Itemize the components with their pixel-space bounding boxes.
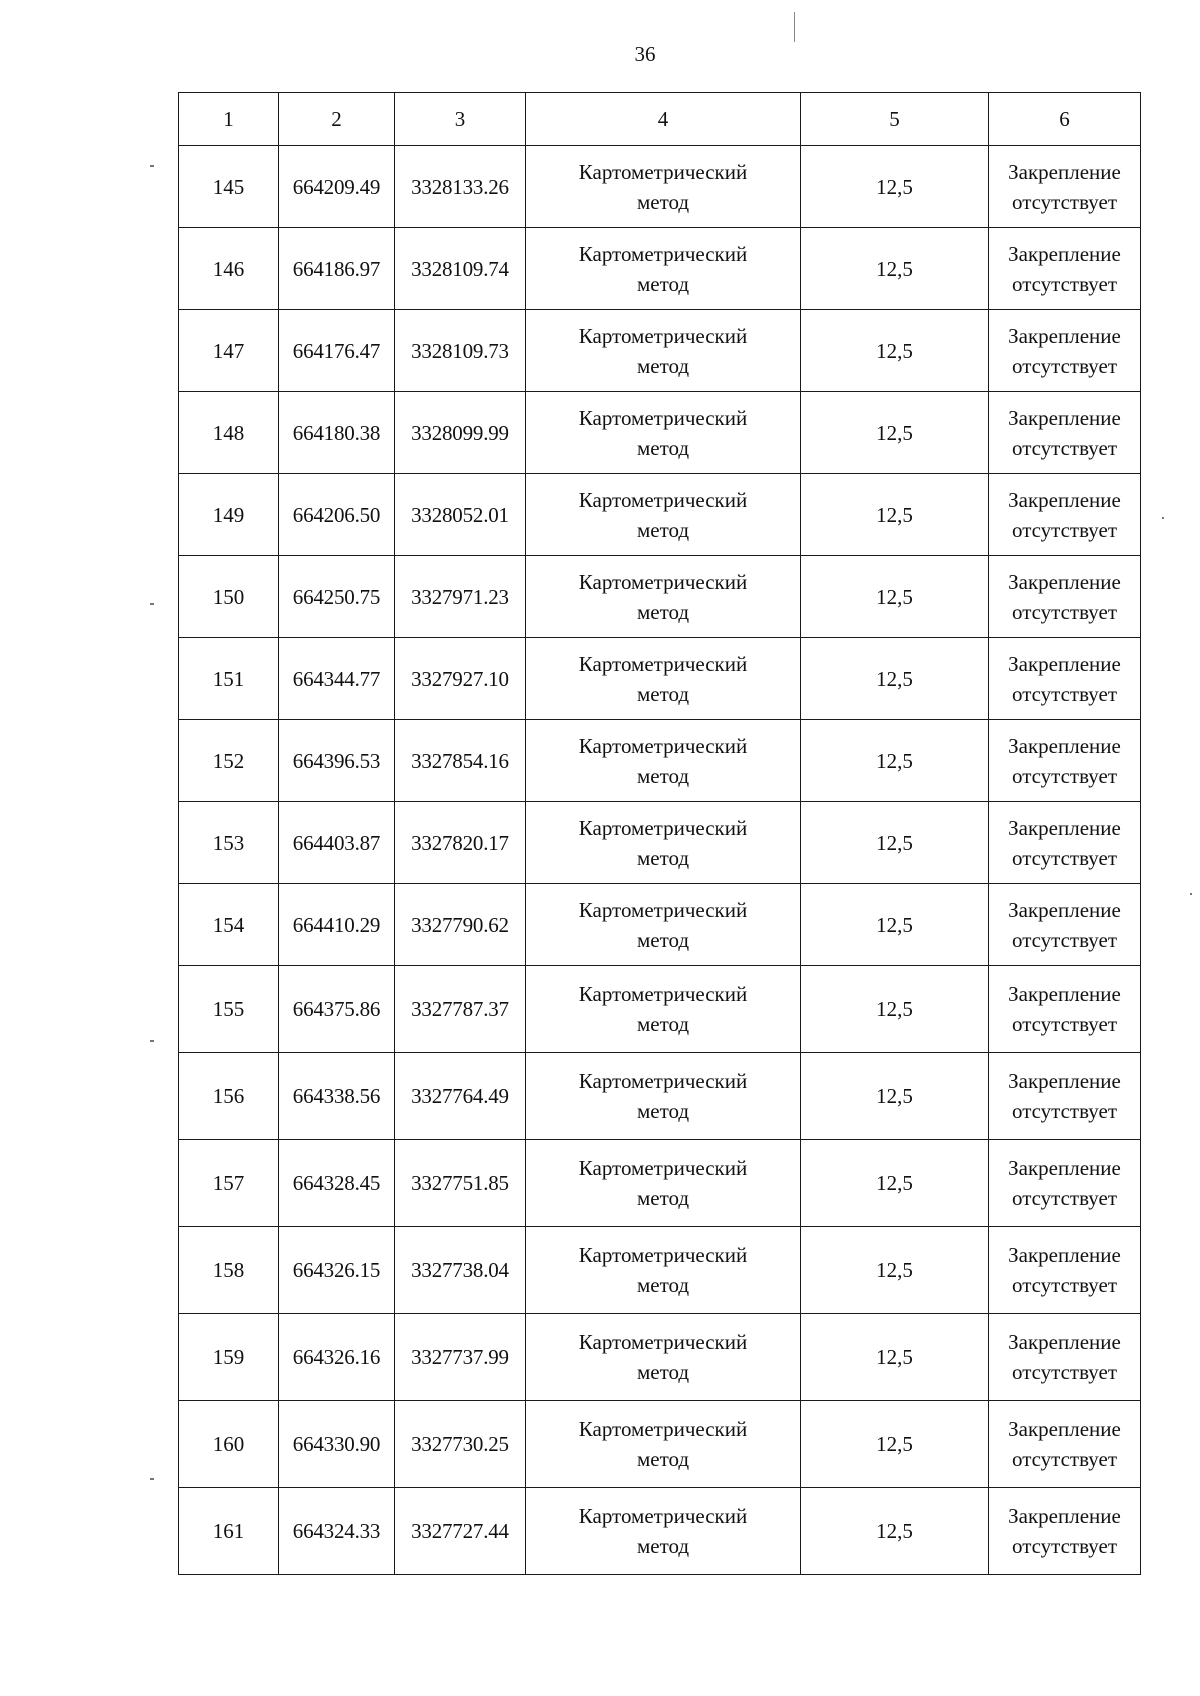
x-coordinate-cell: 664206.50 [279, 474, 395, 556]
method-line-2: метод [636, 271, 690, 296]
point-number-cell: 161 [179, 1488, 279, 1575]
method-cell [526, 1488, 801, 1575]
y-coordinate-cell: 3327764.49 [395, 1053, 526, 1140]
method-cell [526, 1314, 801, 1401]
method-cell [526, 556, 801, 638]
method-line-1: Картометрический [578, 159, 748, 184]
accuracy-cell: 12,5 [801, 474, 989, 556]
x-coordinate-cell: 664410.29 [279, 884, 395, 966]
method-line-2: метод [636, 681, 690, 706]
point-number-cell: 158 [179, 1227, 279, 1314]
method-cell [526, 146, 801, 228]
fixation-cell [989, 1488, 1141, 1575]
fixation-line-2: отсутствует [1011, 1012, 1118, 1036]
method-line-2: метод [636, 353, 690, 378]
method-line-2: метод [636, 599, 690, 624]
point-number-cell: 153 [179, 802, 279, 884]
method-line-2: метод [636, 189, 690, 214]
accuracy-cell: 12,5 [801, 228, 989, 310]
fixation-cell [989, 720, 1141, 802]
method-line-2: метод [636, 1099, 690, 1123]
method-line-1: Картометрический [578, 1069, 748, 1093]
fixation-line-1: Закрепление [1008, 1504, 1121, 1528]
x-coordinate-cell: 664338.56 [279, 1053, 395, 1140]
table-row [179, 1227, 1141, 1314]
accuracy-cell: 12,5 [801, 1314, 989, 1401]
point-number-cell: 156 [179, 1053, 279, 1140]
method-line-2: метод [636, 1273, 690, 1297]
method-line-2: метод [636, 763, 690, 788]
header-cell-6: 6 [989, 93, 1141, 146]
accuracy-cell: 12,5 [801, 720, 989, 802]
fixation-cell [989, 966, 1141, 1053]
accuracy-cell: 12,5 [801, 392, 989, 474]
fixation-line-2: отсутствует [1011, 435, 1118, 460]
fixation-line-2: отсутствует [1011, 517, 1118, 542]
scan-speck [1190, 893, 1192, 895]
fixation-line-1: Закрепление [1008, 405, 1121, 430]
fixation-cell [989, 1053, 1141, 1140]
point-number-cell: 149 [179, 474, 279, 556]
x-coordinate-cell: 664344.77 [279, 638, 395, 720]
table-row [179, 638, 1141, 720]
point-number-cell: 157 [179, 1140, 279, 1227]
method-line-1: Картометрический [578, 651, 748, 676]
method-cell [526, 474, 801, 556]
method-line-1: Картометрический [578, 1504, 748, 1528]
table-row [179, 884, 1141, 966]
point-number-cell: 160 [179, 1401, 279, 1488]
scan-speck [150, 1478, 154, 1480]
table-row [179, 310, 1141, 392]
method-line-1: Картометрический [578, 1156, 748, 1180]
fixation-line-2: отсутствует [1011, 189, 1118, 214]
fixation-line-1: Закрепление [1008, 1417, 1121, 1441]
method-line-2: метод [636, 1447, 690, 1471]
fixation-line-2: отсутствует [1011, 599, 1118, 624]
x-coordinate-cell: 664403.87 [279, 802, 395, 884]
scan-mark [794, 12, 795, 42]
accuracy-cell: 12,5 [801, 966, 989, 1053]
accuracy-cell: 12,5 [801, 556, 989, 638]
fixation-cell [989, 146, 1141, 228]
method-line-2: метод [636, 1360, 690, 1384]
header-cell-1: 1 [179, 93, 279, 146]
table-row [179, 228, 1141, 310]
accuracy-cell: 12,5 [801, 1140, 989, 1227]
fixation-line-2: отсутствует [1011, 763, 1118, 788]
method-line-1: Картометрический [578, 1417, 748, 1441]
point-number-cell: 152 [179, 720, 279, 802]
x-coordinate-cell: 664186.97 [279, 228, 395, 310]
header-cell-2: 2 [279, 93, 395, 146]
coordinates-table [178, 92, 1141, 1575]
table-row [179, 1314, 1141, 1401]
table-row [179, 1488, 1141, 1575]
fixation-cell [989, 228, 1141, 310]
x-coordinate-cell: 664209.49 [279, 146, 395, 228]
y-coordinate-cell: 3327927.10 [395, 638, 526, 720]
table-row [179, 556, 1141, 638]
fixation-line-1: Закрепление [1008, 487, 1121, 512]
fixation-cell [989, 1140, 1141, 1227]
table-body [179, 146, 1141, 1575]
table-row [179, 392, 1141, 474]
fixation-cell [989, 1401, 1141, 1488]
fixation-line-2: отсутствует [1011, 1273, 1118, 1297]
y-coordinate-cell: 3327790.62 [395, 884, 526, 966]
method-line-1: Картометрический [578, 982, 748, 1006]
header-cell-4: 4 [526, 93, 801, 146]
method-line-2: метод [636, 1534, 690, 1558]
method-cell [526, 638, 801, 720]
point-number-cell: 148 [179, 392, 279, 474]
fixation-line-1: Закрепление [1008, 1156, 1121, 1180]
y-coordinate-cell: 3327738.04 [395, 1227, 526, 1314]
table-row [179, 1140, 1141, 1227]
accuracy-cell: 12,5 [801, 1227, 989, 1314]
fixation-line-1: Закрепление [1008, 241, 1121, 266]
method-cell [526, 1227, 801, 1314]
table-row [179, 474, 1141, 556]
x-coordinate-cell: 664324.33 [279, 1488, 395, 1575]
header-cell-3: 3 [395, 93, 526, 146]
point-number-cell: 151 [179, 638, 279, 720]
table-row [179, 720, 1141, 802]
fixation-cell [989, 474, 1141, 556]
point-number-cell: 146 [179, 228, 279, 310]
point-number-cell: 155 [179, 966, 279, 1053]
method-line-2: метод [636, 845, 690, 870]
header-row [179, 93, 1141, 146]
header-cell-5: 5 [801, 93, 989, 146]
table-row [179, 146, 1141, 228]
method-line-2: метод [636, 1012, 690, 1036]
method-line-1: Картометрический [578, 1243, 748, 1267]
method-line-1: Картометрический [578, 241, 748, 266]
fixation-cell [989, 392, 1141, 474]
fixation-line-1: Закрепление [1008, 897, 1121, 922]
point-number-cell: 150 [179, 556, 279, 638]
point-number-cell: 159 [179, 1314, 279, 1401]
accuracy-cell: 12,5 [801, 884, 989, 966]
y-coordinate-cell: 3328109.73 [395, 310, 526, 392]
y-coordinate-cell: 3328133.26 [395, 146, 526, 228]
accuracy-cell: 12,5 [801, 1401, 989, 1488]
method-cell [526, 392, 801, 474]
table-row [179, 802, 1141, 884]
scan-speck [150, 1040, 154, 1042]
x-coordinate-cell: 664180.38 [279, 392, 395, 474]
fixation-line-1: Закрепление [1008, 815, 1121, 840]
fixation-cell [989, 1227, 1141, 1314]
fixation-line-1: Закрепление [1008, 1069, 1121, 1093]
x-coordinate-cell: 664326.15 [279, 1227, 395, 1314]
fixation-line-1: Закрепление [1008, 569, 1121, 594]
method-cell [526, 966, 801, 1053]
fixation-cell [989, 638, 1141, 720]
fixation-line-2: отсутствует [1011, 353, 1118, 378]
fixation-line-2: отсутствует [1011, 1186, 1118, 1210]
fixation-cell [989, 802, 1141, 884]
y-coordinate-cell: 3327787.37 [395, 966, 526, 1053]
method-line-1: Картометрический [578, 405, 748, 430]
method-line-1: Картометрический [578, 1330, 748, 1354]
method-line-2: метод [636, 927, 690, 952]
method-line-1: Картометрический [578, 487, 748, 512]
y-coordinate-cell: 3327971.23 [395, 556, 526, 638]
method-cell [526, 1053, 801, 1140]
x-coordinate-cell: 664250.75 [279, 556, 395, 638]
accuracy-cell: 12,5 [801, 310, 989, 392]
y-coordinate-cell: 3327730.25 [395, 1401, 526, 1488]
table-header [179, 93, 1141, 146]
x-coordinate-cell: 664396.53 [279, 720, 395, 802]
method-cell [526, 228, 801, 310]
fixation-cell [989, 1314, 1141, 1401]
fixation-line-2: отсутствует [1011, 1447, 1118, 1471]
y-coordinate-cell: 3327820.17 [395, 802, 526, 884]
fixation-cell [989, 884, 1141, 966]
method-cell [526, 720, 801, 802]
method-cell [526, 884, 801, 966]
method-line-1: Картометрический [578, 323, 748, 348]
fixation-cell [989, 310, 1141, 392]
x-coordinate-cell: 664328.45 [279, 1140, 395, 1227]
accuracy-cell: 12,5 [801, 802, 989, 884]
x-coordinate-cell: 664375.86 [279, 966, 395, 1053]
fixation-line-1: Закрепление [1008, 733, 1121, 758]
method-cell [526, 1401, 801, 1488]
method-line-1: Картометрический [578, 897, 748, 922]
method-line-1: Картометрический [578, 733, 748, 758]
fixation-line-1: Закрепление [1008, 1243, 1121, 1267]
method-cell [526, 310, 801, 392]
method-line-2: метод [636, 517, 690, 542]
fixation-line-2: отсутствует [1011, 845, 1118, 870]
method-line-1: Картометрический [578, 569, 748, 594]
fixation-line-2: отсутствует [1011, 1099, 1118, 1123]
y-coordinate-cell: 3327751.85 [395, 1140, 526, 1227]
x-coordinate-cell: 664330.90 [279, 1401, 395, 1488]
y-coordinate-cell: 3327727.44 [395, 1488, 526, 1575]
fixation-line-2: отсутствует [1011, 271, 1118, 296]
fixation-line-2: отсутствует [1011, 1360, 1118, 1384]
y-coordinate-cell: 3328052.01 [395, 474, 526, 556]
accuracy-cell: 12,5 [801, 638, 989, 720]
table-row [179, 966, 1141, 1053]
method-line-2: метод [636, 435, 690, 460]
method-cell [526, 802, 801, 884]
point-number-cell: 154 [179, 884, 279, 966]
fixation-line-2: отсутствует [1011, 1534, 1118, 1558]
x-coordinate-cell: 664326.16 [279, 1314, 395, 1401]
fixation-line-1: Закрепление [1008, 982, 1121, 1006]
fixation-line-1: Закрепление [1008, 159, 1121, 184]
scan-speck [150, 603, 154, 605]
method-line-2: метод [636, 1186, 690, 1210]
y-coordinate-cell: 3328099.99 [395, 392, 526, 474]
fixation-line-1: Закрепление [1008, 323, 1121, 348]
accuracy-cell: 12,5 [801, 146, 989, 228]
fixation-line-2: отсутствует [1011, 681, 1118, 706]
y-coordinate-cell: 3327737.99 [395, 1314, 526, 1401]
point-number-cell: 147 [179, 310, 279, 392]
fixation-line-2: отсутствует [1011, 927, 1118, 952]
table-row [179, 1053, 1141, 1140]
x-coordinate-cell: 664176.47 [279, 310, 395, 392]
y-coordinate-cell: 3327854.16 [395, 720, 526, 802]
method-cell [526, 1140, 801, 1227]
point-number-cell: 145 [179, 146, 279, 228]
fixation-line-1: Закрепление [1008, 651, 1121, 676]
accuracy-cell: 12,5 [801, 1488, 989, 1575]
table-row [179, 1401, 1141, 1488]
method-line-1: Картометрический [578, 815, 748, 840]
accuracy-cell: 12,5 [801, 1053, 989, 1140]
fixation-line-1: Закрепление [1008, 1330, 1121, 1354]
page-number: 36 [634, 42, 656, 66]
scan-speck [1162, 517, 1164, 519]
y-coordinate-cell: 3328109.74 [395, 228, 526, 310]
fixation-cell [989, 556, 1141, 638]
scan-speck [150, 165, 154, 167]
